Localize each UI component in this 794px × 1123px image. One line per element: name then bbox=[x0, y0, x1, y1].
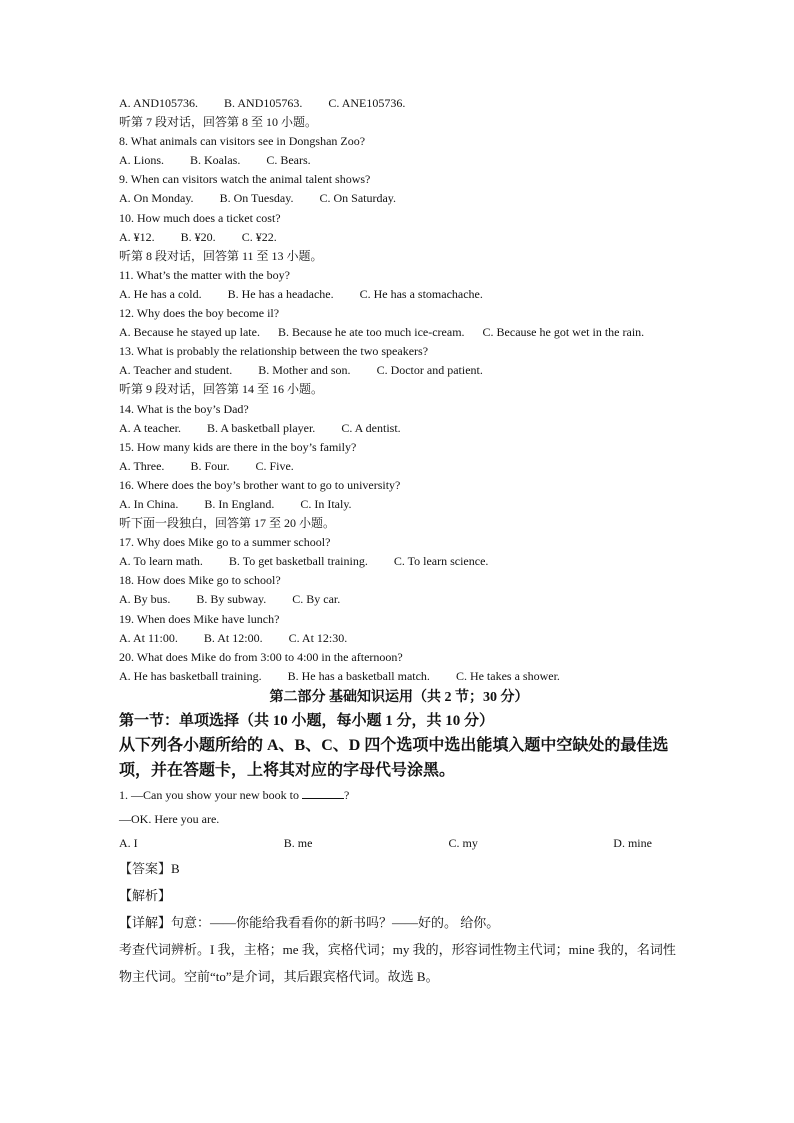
question-1-end: ? bbox=[344, 787, 350, 802]
option: B. Koalas. bbox=[190, 153, 241, 168]
option: C. He has a stomachache. bbox=[359, 286, 483, 301]
option: B. ¥20. bbox=[180, 229, 216, 244]
option: A. Lions. bbox=[119, 153, 164, 168]
options-row-wrapped: A. Because he stayed up late. B. Because he ate too much ice-cream. C. Because he got wet in the rain. bbox=[119, 325, 645, 340]
option: A. A teacher. bbox=[119, 420, 181, 435]
detail-line bbox=[119, 909, 679, 936]
answer-line bbox=[119, 855, 679, 882]
question-1-reply: —OK. Here you are. bbox=[119, 811, 220, 826]
option: B. To get basketball training. bbox=[228, 554, 368, 569]
option: A. By bus. bbox=[119, 592, 171, 607]
question-line: 15. How many kids are there in the boy’s family? bbox=[119, 439, 357, 454]
option: C. To learn science. bbox=[393, 554, 489, 569]
option: A. Three. bbox=[119, 458, 165, 473]
option: A. He has a cold. bbox=[119, 286, 202, 301]
options-row bbox=[119, 189, 679, 208]
detail-text: 句意：——你能给我看看你的新书吗？——好的。 给你。 bbox=[171, 914, 500, 930]
option: B. By subway. bbox=[196, 592, 267, 607]
option: B. He has a basketball match. bbox=[287, 668, 430, 683]
options-row bbox=[119, 590, 679, 609]
options-row bbox=[119, 228, 679, 247]
question-line: 13. What is probably the relationship between the two speakers? bbox=[119, 344, 429, 359]
option: B. Four. bbox=[190, 458, 230, 473]
option: A. Teacher and student. bbox=[119, 363, 233, 378]
detail-label: 【详解】 bbox=[119, 914, 172, 930]
option: C. By car. bbox=[292, 592, 341, 607]
option: C. Bears. bbox=[266, 153, 311, 168]
question-line: 听第 9 段对话，回答第 14 至 16 小题。 bbox=[119, 382, 324, 397]
options-row bbox=[119, 667, 679, 686]
answer-value: B bbox=[171, 860, 180, 876]
question-line: 17. Why does Mike go to a summer school? bbox=[119, 535, 331, 550]
option: A. AND105736. bbox=[119, 96, 199, 110]
option-d: D. mine bbox=[613, 835, 652, 850]
question-1-stem bbox=[119, 783, 679, 807]
answer-label: 【答案】 bbox=[119, 860, 172, 876]
option: C. In Italy. bbox=[300, 496, 352, 511]
option: C. On Saturday. bbox=[319, 191, 397, 206]
options-row bbox=[119, 457, 679, 476]
question-line: 8. What animals can visitors see in Dongshan Zoo? bbox=[119, 134, 366, 149]
instructions: 从下列各小题所给的 A、B、C、D 四个选项中选出能填入题中空缺处的最佳选项，并在答题卡，上将其对应的字母代号涂黑。 bbox=[119, 736, 669, 779]
options-row bbox=[119, 94, 679, 113]
question-line: 20. What does Mike do from 3:00 to 4:00 in the afternoon? bbox=[119, 649, 403, 664]
analysis-label: 【解析】 bbox=[119, 887, 172, 903]
listening-section bbox=[119, 94, 679, 686]
option: B. At 12:00. bbox=[203, 630, 263, 645]
question-line: 9. When can visitors watch the animal talent shows? bbox=[119, 172, 371, 187]
question-line: 16. Where does the boy’s brother want to go to university? bbox=[119, 477, 401, 492]
option: B. AND105763. bbox=[224, 96, 303, 110]
option-a: A. I bbox=[119, 835, 138, 850]
option: B. On Tuesday. bbox=[219, 191, 294, 206]
explanation-text: 考查代词辨析。I 我，主格；me 我，宾格代词；my 我的，形容词性物主代词；mine 我的，名词性物主代词。空前“to”是介词，其后跟宾格代词。故选 B。 bbox=[119, 941, 676, 984]
question-line: 10. How much does a ticket cost? bbox=[119, 210, 281, 225]
question-line: 11. What’s the matter with the boy? bbox=[119, 267, 290, 282]
option: C. Doctor and patient. bbox=[376, 363, 483, 378]
options-row bbox=[119, 361, 679, 380]
option: B. In England. bbox=[204, 496, 275, 511]
question-line: 听第 7 段对话，回答第 8 至 10 小题。 bbox=[119, 115, 318, 130]
option: C. He takes a shower. bbox=[455, 668, 560, 683]
document-page bbox=[119, 94, 679, 990]
option: A. On Monday. bbox=[119, 191, 194, 206]
part-two-title: 第二部分 基础知识运用（共 2 节；30 分） bbox=[269, 689, 529, 705]
question-line: 听下面一段独白，回答第 17 至 20 小题。 bbox=[119, 516, 336, 531]
question-line: 14. What is the boy’s Dad? bbox=[119, 401, 249, 416]
option: A. He has basketball training. bbox=[119, 668, 262, 683]
options-row bbox=[119, 552, 679, 571]
option: A. At 11:00. bbox=[119, 630, 178, 645]
option: C. ANE105736. bbox=[328, 96, 406, 110]
option: A. In China. bbox=[119, 496, 179, 511]
question-1-options bbox=[119, 831, 652, 855]
option-c: C. my bbox=[448, 835, 478, 850]
option: C. At 12:30. bbox=[288, 630, 348, 645]
question-line: 18. How does Mike go to school? bbox=[119, 573, 281, 588]
question-1-text: 1. —Can you show your new book to bbox=[119, 787, 299, 802]
options-row bbox=[119, 151, 679, 170]
options-row bbox=[119, 285, 679, 304]
option: A. ¥12. bbox=[119, 229, 155, 244]
option: B. Mother and son. bbox=[258, 363, 351, 378]
option-b: B. me bbox=[283, 835, 313, 850]
section-one-title: 第一节：单项选择（共 10 小题，每小题 1 分，共 10 分） bbox=[119, 712, 495, 729]
option: A. To learn math. bbox=[119, 554, 203, 569]
option: C. Five. bbox=[255, 458, 294, 473]
option: C. ¥22. bbox=[241, 229, 277, 244]
answer-blank bbox=[302, 786, 344, 799]
option: C. A dentist. bbox=[341, 420, 401, 435]
question-line: 听第 8 段对话，回答第 11 至 13 小题。 bbox=[119, 248, 323, 263]
option: B. He has a headache. bbox=[227, 286, 334, 301]
options-row bbox=[119, 495, 679, 514]
option: B. A basketball player. bbox=[206, 420, 316, 435]
options-row bbox=[119, 629, 679, 648]
question-line: 12. Why does the boy become il? bbox=[119, 306, 280, 321]
options-row bbox=[119, 419, 679, 438]
question-line: 19. When does Mike have lunch? bbox=[119, 611, 280, 626]
